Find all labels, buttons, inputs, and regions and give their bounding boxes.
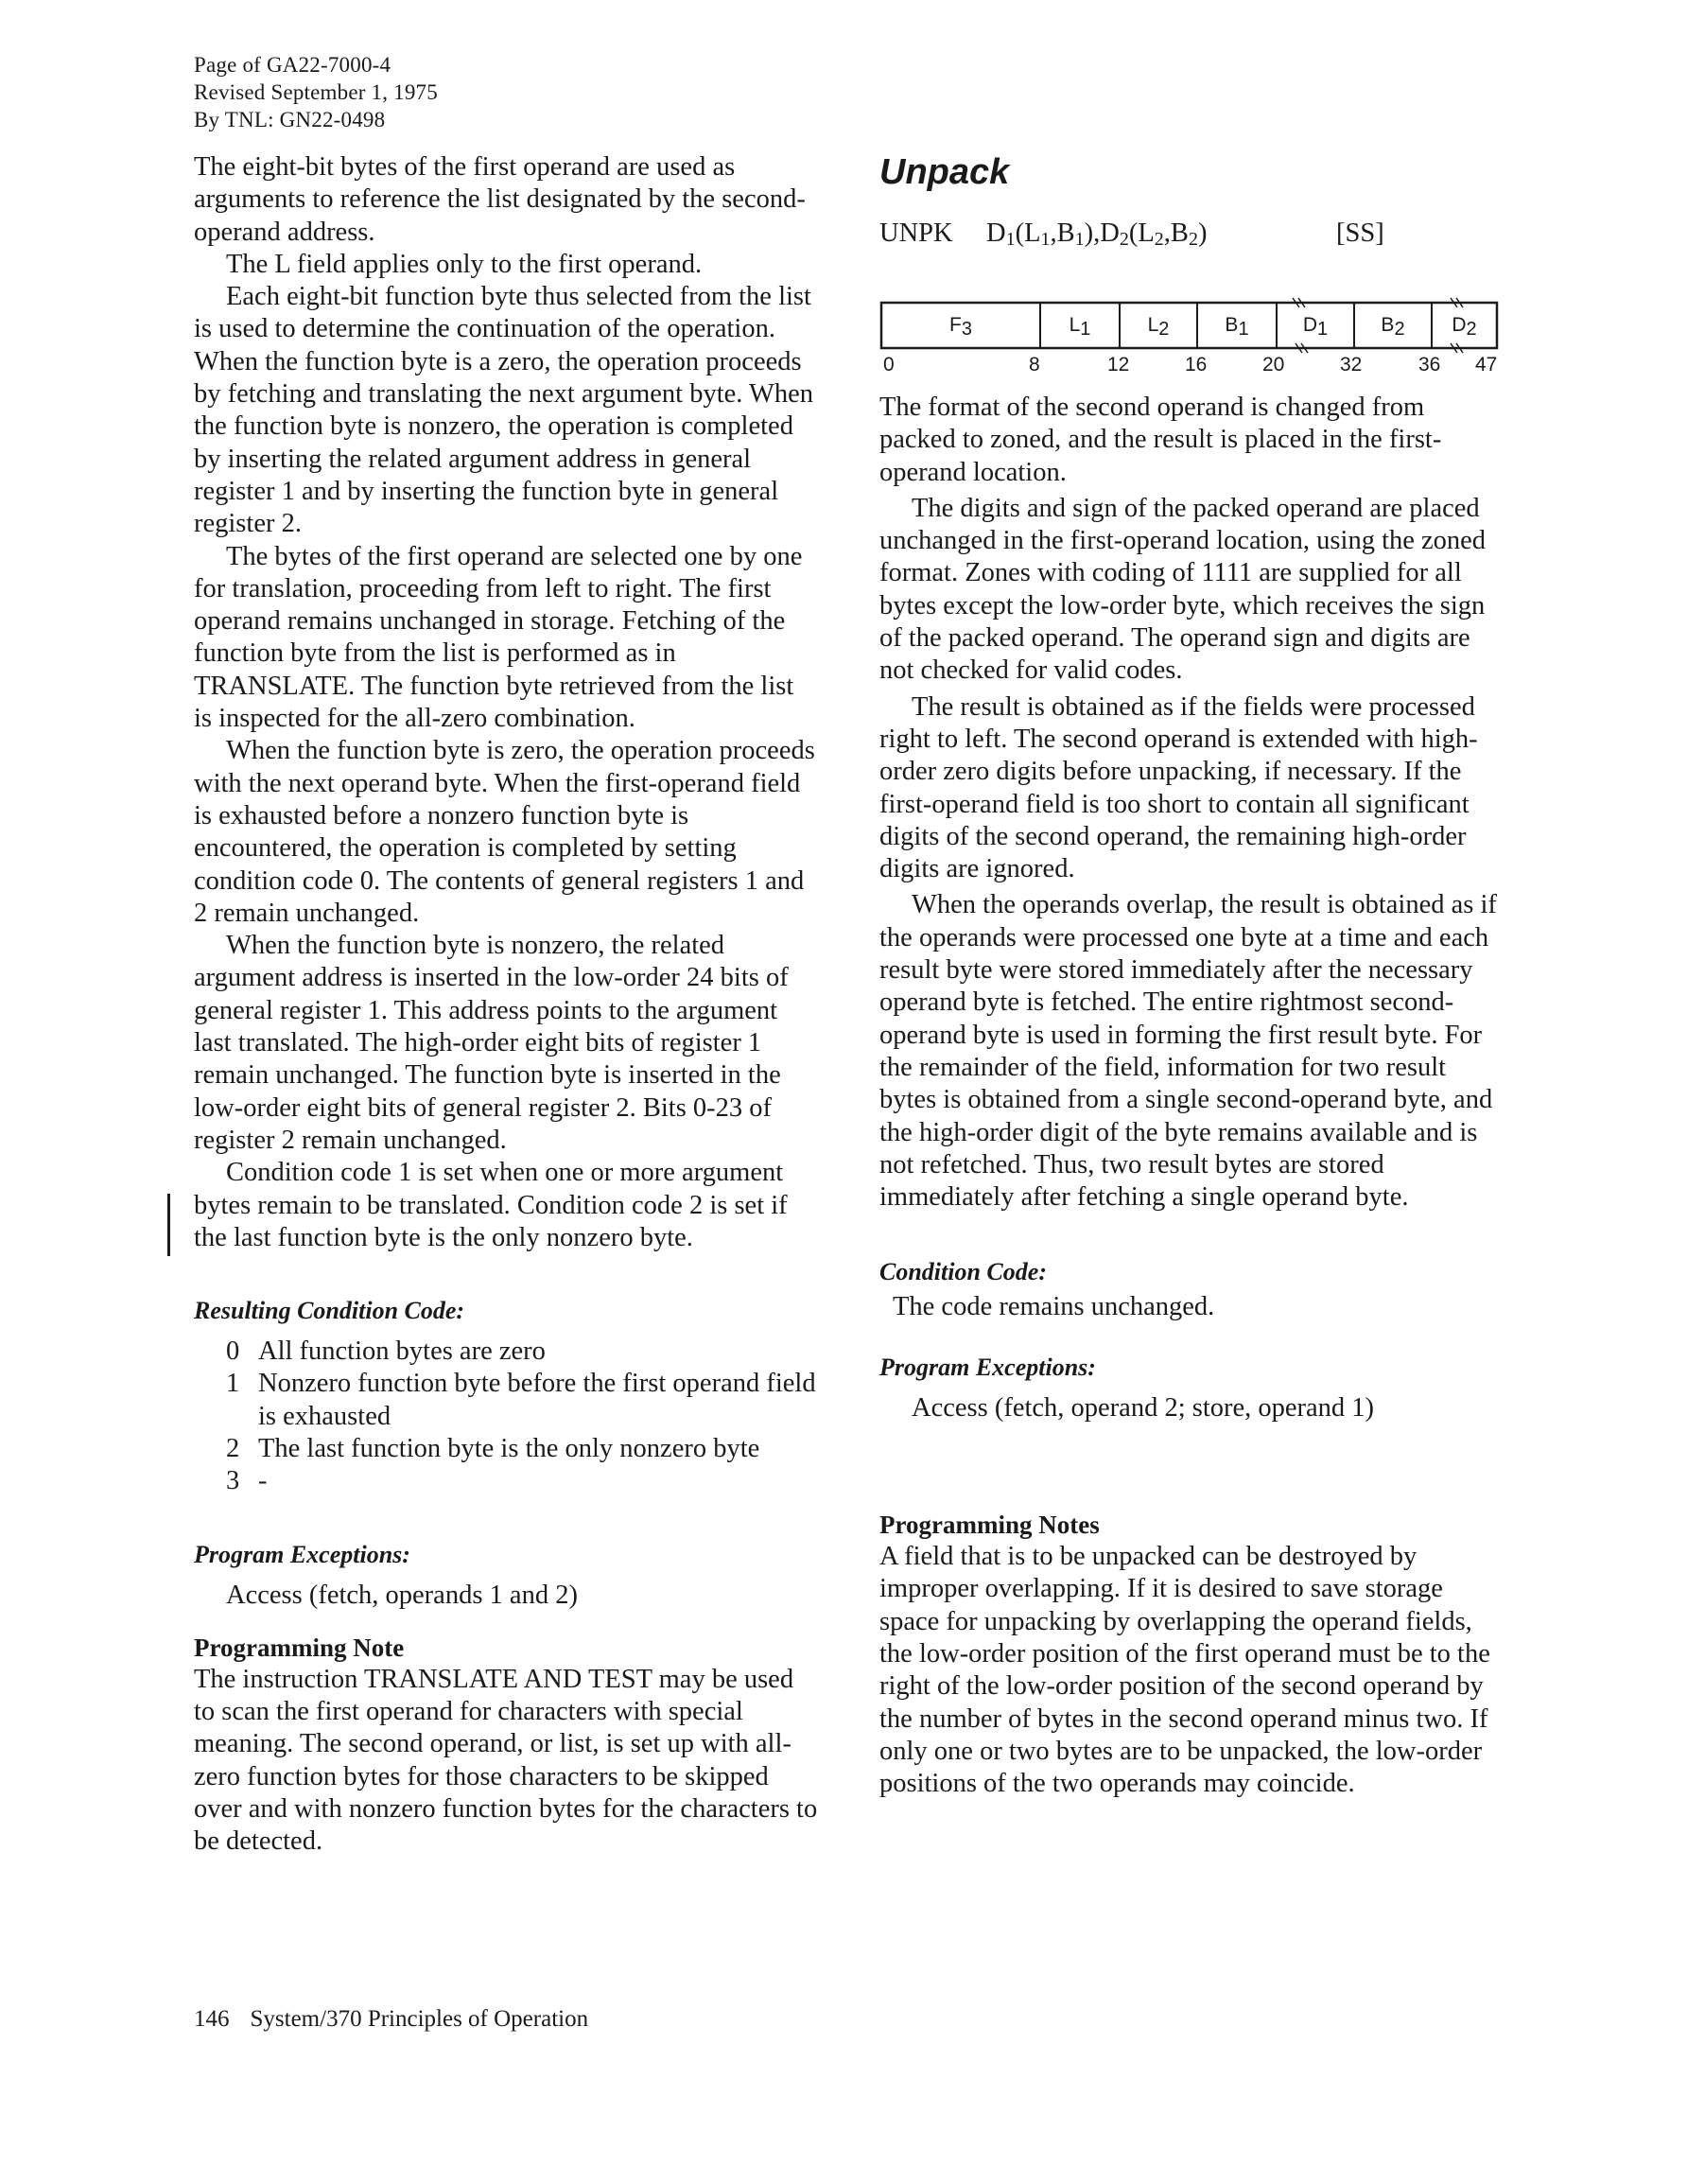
programming-notes-text: A field that is to be unpacked can be destroyed by improper overlapping. If it is desired to save storage space for unpacking by overlapping the operand fields, the low-order position of the first operand must be to the right of the low-order position of the second operand by the number of bytes in the second operand minus two. If only one or two bytes are to be unpacked, the low-order positions of the two operands may coincide. [879, 1542, 1490, 1799]
condition-code-list [194, 1336, 818, 1497]
program-exceptions-heading: Program Exceptions: [879, 1353, 1096, 1381]
paragraph: When the function byte is zero, the operation proceeds with the next operand byte. When the first-operand field is exhausted before a nonzero function byte is encountered, the operation is completed by setting condition code 0. The contents of general registers 1 and 2 remain unchanged. [194, 736, 815, 928]
programming-notes-heading: Programming Notes [879, 1511, 1100, 1540]
paragraph: The L field applies only to the first operand. [226, 249, 703, 279]
field-l2: L2 [1147, 314, 1170, 340]
bit-label: 47 [1475, 354, 1498, 376]
header-revision-date: Revised September 1, 1975 [194, 80, 438, 104]
bit-label: 0 [883, 354, 895, 376]
page-footer [194, 2005, 588, 2034]
bit-label: 16 [1185, 354, 1208, 376]
field-opcode: F3 [949, 314, 972, 340]
cc-number: 2 [226, 1433, 240, 1463]
page-number: 146 [194, 2006, 230, 2032]
program-exceptions-text: Access (fetch, operands 1 and 2) [226, 1580, 578, 1610]
cc-description: All function bytes are zero [258, 1337, 546, 1367]
paragraph: When the function byte is nonzero, the related argument address is inserted in the low-order 24 bits of general register 1. This address points to the argument last translated. The high-order eight bits of register 1 remain unchanged. The function byte is inserted in the low-order eight bits of general register 2. Bits 0-23 of register 2 remain unchanged. [194, 931, 789, 1155]
instruction-format-line [879, 218, 1504, 255]
cc-description: - [258, 1466, 268, 1496]
bit-label: 8 [1029, 354, 1040, 376]
field-l1: L1 [1069, 314, 1091, 340]
paragraph: The result is obtained as if the fields were processed right to left. The second operand is extended with high-order zero digits before unpacking, if necessary. If the first-operand field is too short to contain all significant digits of the second operand, the remaining high-order digits are ignored. [879, 691, 1478, 884]
header-doc-id: Page of GA22-7000-4 [194, 53, 391, 77]
field-d2: D2 [1452, 314, 1477, 340]
operand-syntax: $D_1(L_1,B_1),D_2(L_2,B_2)$ [986, 218, 1208, 250]
field-b2: B2 [1381, 314, 1405, 340]
header-tnl: By TNL: GN22-0498 [194, 108, 386, 131]
publication-title: System/370 Principles of Operation [250, 2006, 589, 2032]
list-item [194, 1465, 818, 1497]
program-exceptions-heading: Program Exceptions: [194, 1540, 410, 1568]
condition-code-text: The code remains unchanged. [893, 1292, 1215, 1322]
list-item [194, 1368, 818, 1433]
format-type: [SS] [1336, 218, 1384, 248]
paragraph: Condition code 1 is set when one or more argument bytes remain to be translated. Condition code 2 is set if the last function byte is the only nonzero byte. [194, 1158, 788, 1252]
list-item [194, 1336, 818, 1368]
instruction-format-diagram [879, 267, 1504, 390]
bit-label: 12 [1107, 354, 1130, 376]
programming-note-heading: Programming Note [194, 1633, 405, 1662]
paragraph: The eight-bit bytes of the first operand are used as arguments to reference the list designated by the second-operand address. [194, 152, 806, 247]
cc-description: The last function byte is the only nonzero byte [258, 1433, 760, 1463]
mnemonic: UNPK [879, 218, 953, 248]
section-title: Unpack [879, 152, 1010, 192]
field-b1: B1 [1225, 314, 1249, 340]
bit-label: 32 [1340, 354, 1363, 376]
program-exceptions-text: Access (fetch, operand 2; store, operand 1) [912, 1392, 1375, 1423]
cc-number: 3 [226, 1466, 240, 1496]
condition-code-heading: Condition Code: [879, 1258, 1047, 1286]
paragraph: The format of the second operand is changed from packed to zoned, and the result is placed in the first-operand location. [879, 393, 1442, 487]
revision-change-bar [167, 1194, 170, 1256]
paragraph: The bytes of the first operand are selected one by one for translation, proceeding from left to right. The first operand remains unchanged in storage. Fetching of the function byte from the list is performed as in TRANSLATE. The function byte retrieved from the list is inspected for the all-zero combination. [194, 541, 803, 734]
right-column [879, 151, 1504, 1800]
cc-number: 0 [226, 1337, 240, 1367]
field-d1: D1 [1302, 314, 1329, 340]
programming-note-text: The instruction TRANSLATE AND TEST may be used to scan the first operand for characters with special meaning. The second operand, or list, is set up with all-zero function bytes for those characters to be skipped over and with nonzero function bytes for the characters to be detected. [194, 1664, 818, 1857]
bit-label: 36 [1418, 354, 1441, 376]
left-column [194, 151, 818, 1859]
bit-label: 20 [1262, 354, 1285, 376]
cc-description: Nonzero function byte before the first operand field is exhausted [258, 1369, 816, 1431]
paragraph: When the operands overlap, the result is obtained as if the operands were processed one byte at a time and each result byte were stored immediately after the necessary operand byte is fetched. The entire rightmost second-operand byte is used in forming the first result byte. For the remainder of the field, information for two result bytes is obtained from a single second-operand byte, and the high-order digit of the byte remains available and is not refetched. Thus, two result bytes are stored immediately after fetching a single operand byte. [879, 890, 1497, 1213]
resulting-condition-code-heading: Resulting Condition Code: [194, 1297, 465, 1325]
paragraph: The digits and sign of the packed operand are placed unchanged in the first-operand location, using the zoned format. Zones with coding of 1111 are supplied for all bytes except the low-order byte, which receives the sign of the packed operand. The operand sign and digits are not checked for valid codes. [879, 493, 1487, 686]
paragraph: Each eight-bit function byte thus selected from the list is used to determine the continuation of the operation. When the function byte is a zero, the operation proceeds by fetching and translating the next argument byte. When the function byte is nonzero, the operation is completed by inserting the related argument address in general register 1 and by inserting the function byte in general register 2. [194, 282, 814, 539]
cc-number: 1 [226, 1369, 240, 1399]
page-header [194, 51, 438, 133]
list-item [194, 1433, 818, 1465]
